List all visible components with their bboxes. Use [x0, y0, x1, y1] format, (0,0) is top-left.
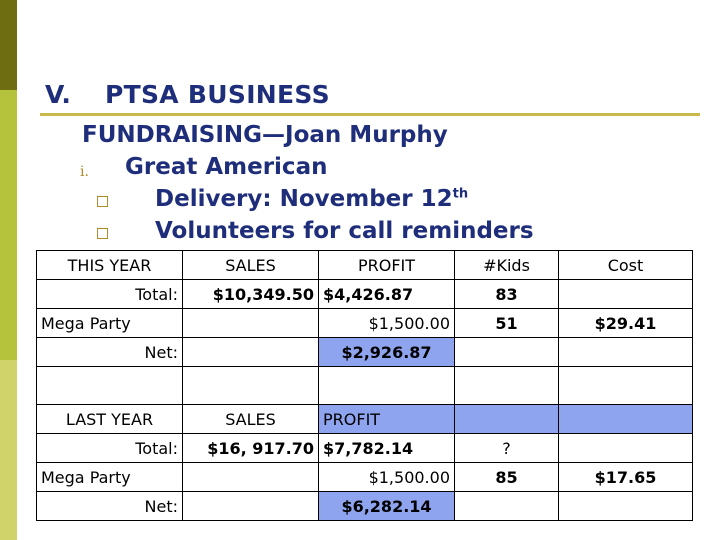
square-bullet-icon — [97, 196, 108, 207]
table-cell: $29.41 — [559, 309, 693, 338]
table-cell — [455, 338, 559, 367]
sales-table — [36, 250, 693, 521]
table-row — [37, 309, 693, 338]
table-row — [37, 492, 693, 521]
table-cell — [455, 492, 559, 521]
table-cell: Net: — [37, 338, 183, 367]
table-header-cell: PROFIT — [319, 251, 455, 280]
roman-numeral-marker: i. — [80, 164, 89, 180]
table-cell — [183, 492, 319, 521]
table-header-cell: PROFIT — [319, 405, 455, 434]
table-header-cell: SALES — [183, 405, 319, 434]
table-cell — [559, 492, 693, 521]
table-cell: $16, 917.70 — [183, 434, 319, 463]
table-cell-highlight: $6,282.14 — [319, 492, 455, 521]
table-cell: Total: — [37, 280, 183, 309]
fundraising-line: FUNDRAISING—Joan Murphy — [82, 122, 448, 148]
table-cell: Total: — [37, 434, 183, 463]
table-cell — [559, 434, 693, 463]
table-cell: Net: — [37, 492, 183, 521]
ordinal-suffix: th — [452, 186, 469, 202]
table-header-cell — [455, 405, 559, 434]
table-cell: 51 — [455, 309, 559, 338]
table-row — [37, 338, 693, 367]
table-cell: 83 — [455, 280, 559, 309]
table-header-row — [37, 405, 693, 434]
bullet-volunteers: Volunteers for call reminders — [155, 218, 534, 244]
table-header-row — [37, 251, 693, 280]
sidebar-band-dark — [0, 0, 17, 90]
table-cell: $10,349.50 — [183, 280, 319, 309]
table-header-cell: #Kids — [455, 251, 559, 280]
table-cell: Mega Party — [37, 309, 183, 338]
table-cell: $7,782.14 — [319, 434, 455, 463]
table-row — [37, 280, 693, 309]
section-title: PTSA BUSINESS — [105, 80, 330, 109]
table-cell — [183, 338, 319, 367]
square-bullet-icon — [97, 228, 108, 239]
table-cell: $1,500.00 — [319, 463, 455, 492]
table-cell-highlight: $2,926.87 — [319, 338, 455, 367]
item-title: Great American — [125, 154, 328, 180]
table-header-cell: SALES — [183, 251, 319, 280]
bullet-delivery: Delivery: November 12th — [155, 186, 469, 212]
table-header-cell: Cost — [559, 251, 693, 280]
table-cell: 85 — [455, 463, 559, 492]
table-row — [37, 434, 693, 463]
table-cell: $4,426.87 — [319, 280, 455, 309]
table-row — [37, 463, 693, 492]
section-heading — [45, 80, 330, 109]
table-header-cell: THIS YEAR — [37, 251, 183, 280]
sidebar-band-mid — [0, 90, 17, 360]
table-cell — [559, 338, 693, 367]
table-cell: $17.65 — [559, 463, 693, 492]
table-header-cell — [559, 405, 693, 434]
table-header-cell: LAST YEAR — [37, 405, 183, 434]
table-cell: ? — [455, 434, 559, 463]
heading-underline — [40, 113, 700, 116]
section-number: V. — [45, 80, 72, 109]
table-cell — [183, 463, 319, 492]
table-spacer-row — [37, 367, 693, 405]
sidebar-band-light — [0, 360, 17, 540]
table-cell: $1,500.00 — [319, 309, 455, 338]
table-cell: Mega Party — [37, 463, 183, 492]
table-cell — [183, 309, 319, 338]
table-cell — [559, 280, 693, 309]
